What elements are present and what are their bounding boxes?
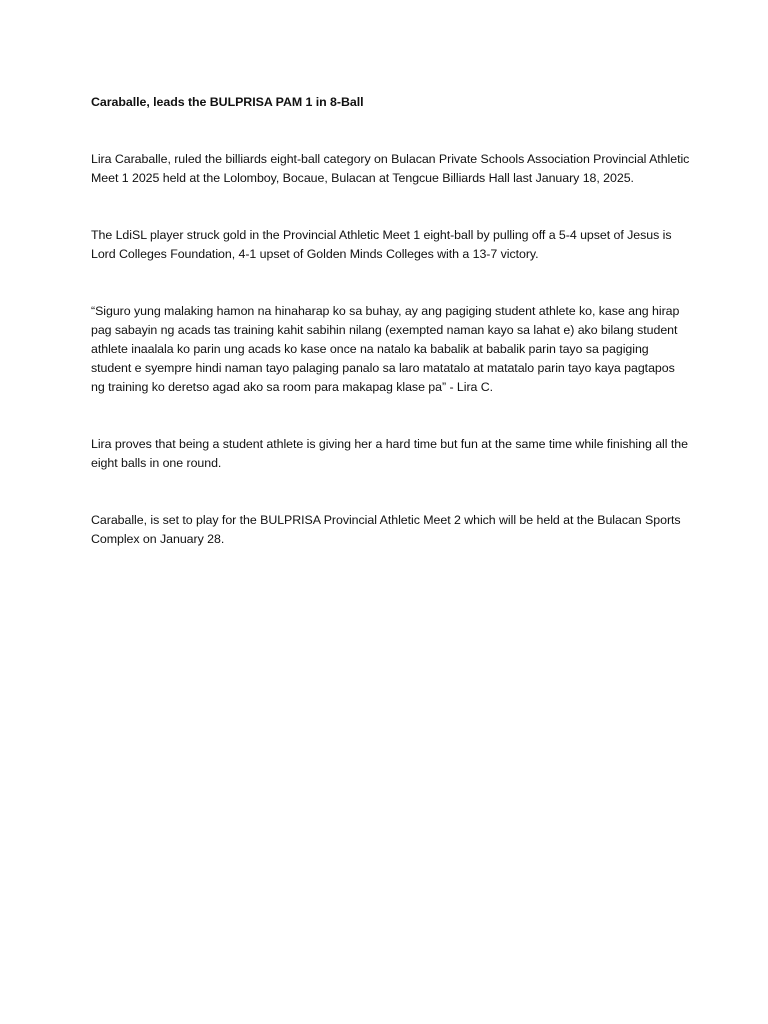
paragraph-5: Caraballe, is set to play for the BULPRISA Provincial Athletic Meet 2 which will be held at the Bulacan Sports Complex on January 28. <box>91 513 681 546</box>
paragraph-quote: “Siguro yung malaking hamon na hinaharap ko sa buhay, ay ang pagiging student athlete ko, kase ang hirap pag sabayin ng acads tas training kahit sabihin nilang (exempted naman kayo sa lahat e) ako bilang student athlete inaalala ko parin ung acads ko kase once na natalo ka babalik at babalik parin tayo sa pagiging student e syempre hindi naman tayo palaging panalo sa laro matatalo at matatalo parin tayo kaya pagtapos ng training ko deretso agad ako sa room para makapag klase pa” - Lira C. <box>91 304 680 394</box>
paragraph-4: Lira proves that being a student athlete is giving her a hard time but fun at the same time while finishing all the eight balls in one round. <box>91 437 688 470</box>
paragraph-2: The LdiSL player struck gold in the Provincial Athletic Meet 1 eight-ball by pulling off a 5-4 upset of Jesus is Lord Colleges Foundation, 4-1 upset of Golden Minds Colleges with a 13-7 victory. <box>91 228 672 261</box>
document-body <box>91 93 691 587</box>
article-title: Caraballe, leads the BULPRISA PAM 1 in 8-Ball <box>91 95 364 109</box>
paragraph-1: Lira Caraballe, ruled the billiards eight-ball category on Bulacan Private Schools Association Provincial Athletic Meet 1 2025 held at the Lolomboy, Bocaue, Bulacan at Tengcue Billiards Hall last January 18, 2025. <box>91 152 690 185</box>
